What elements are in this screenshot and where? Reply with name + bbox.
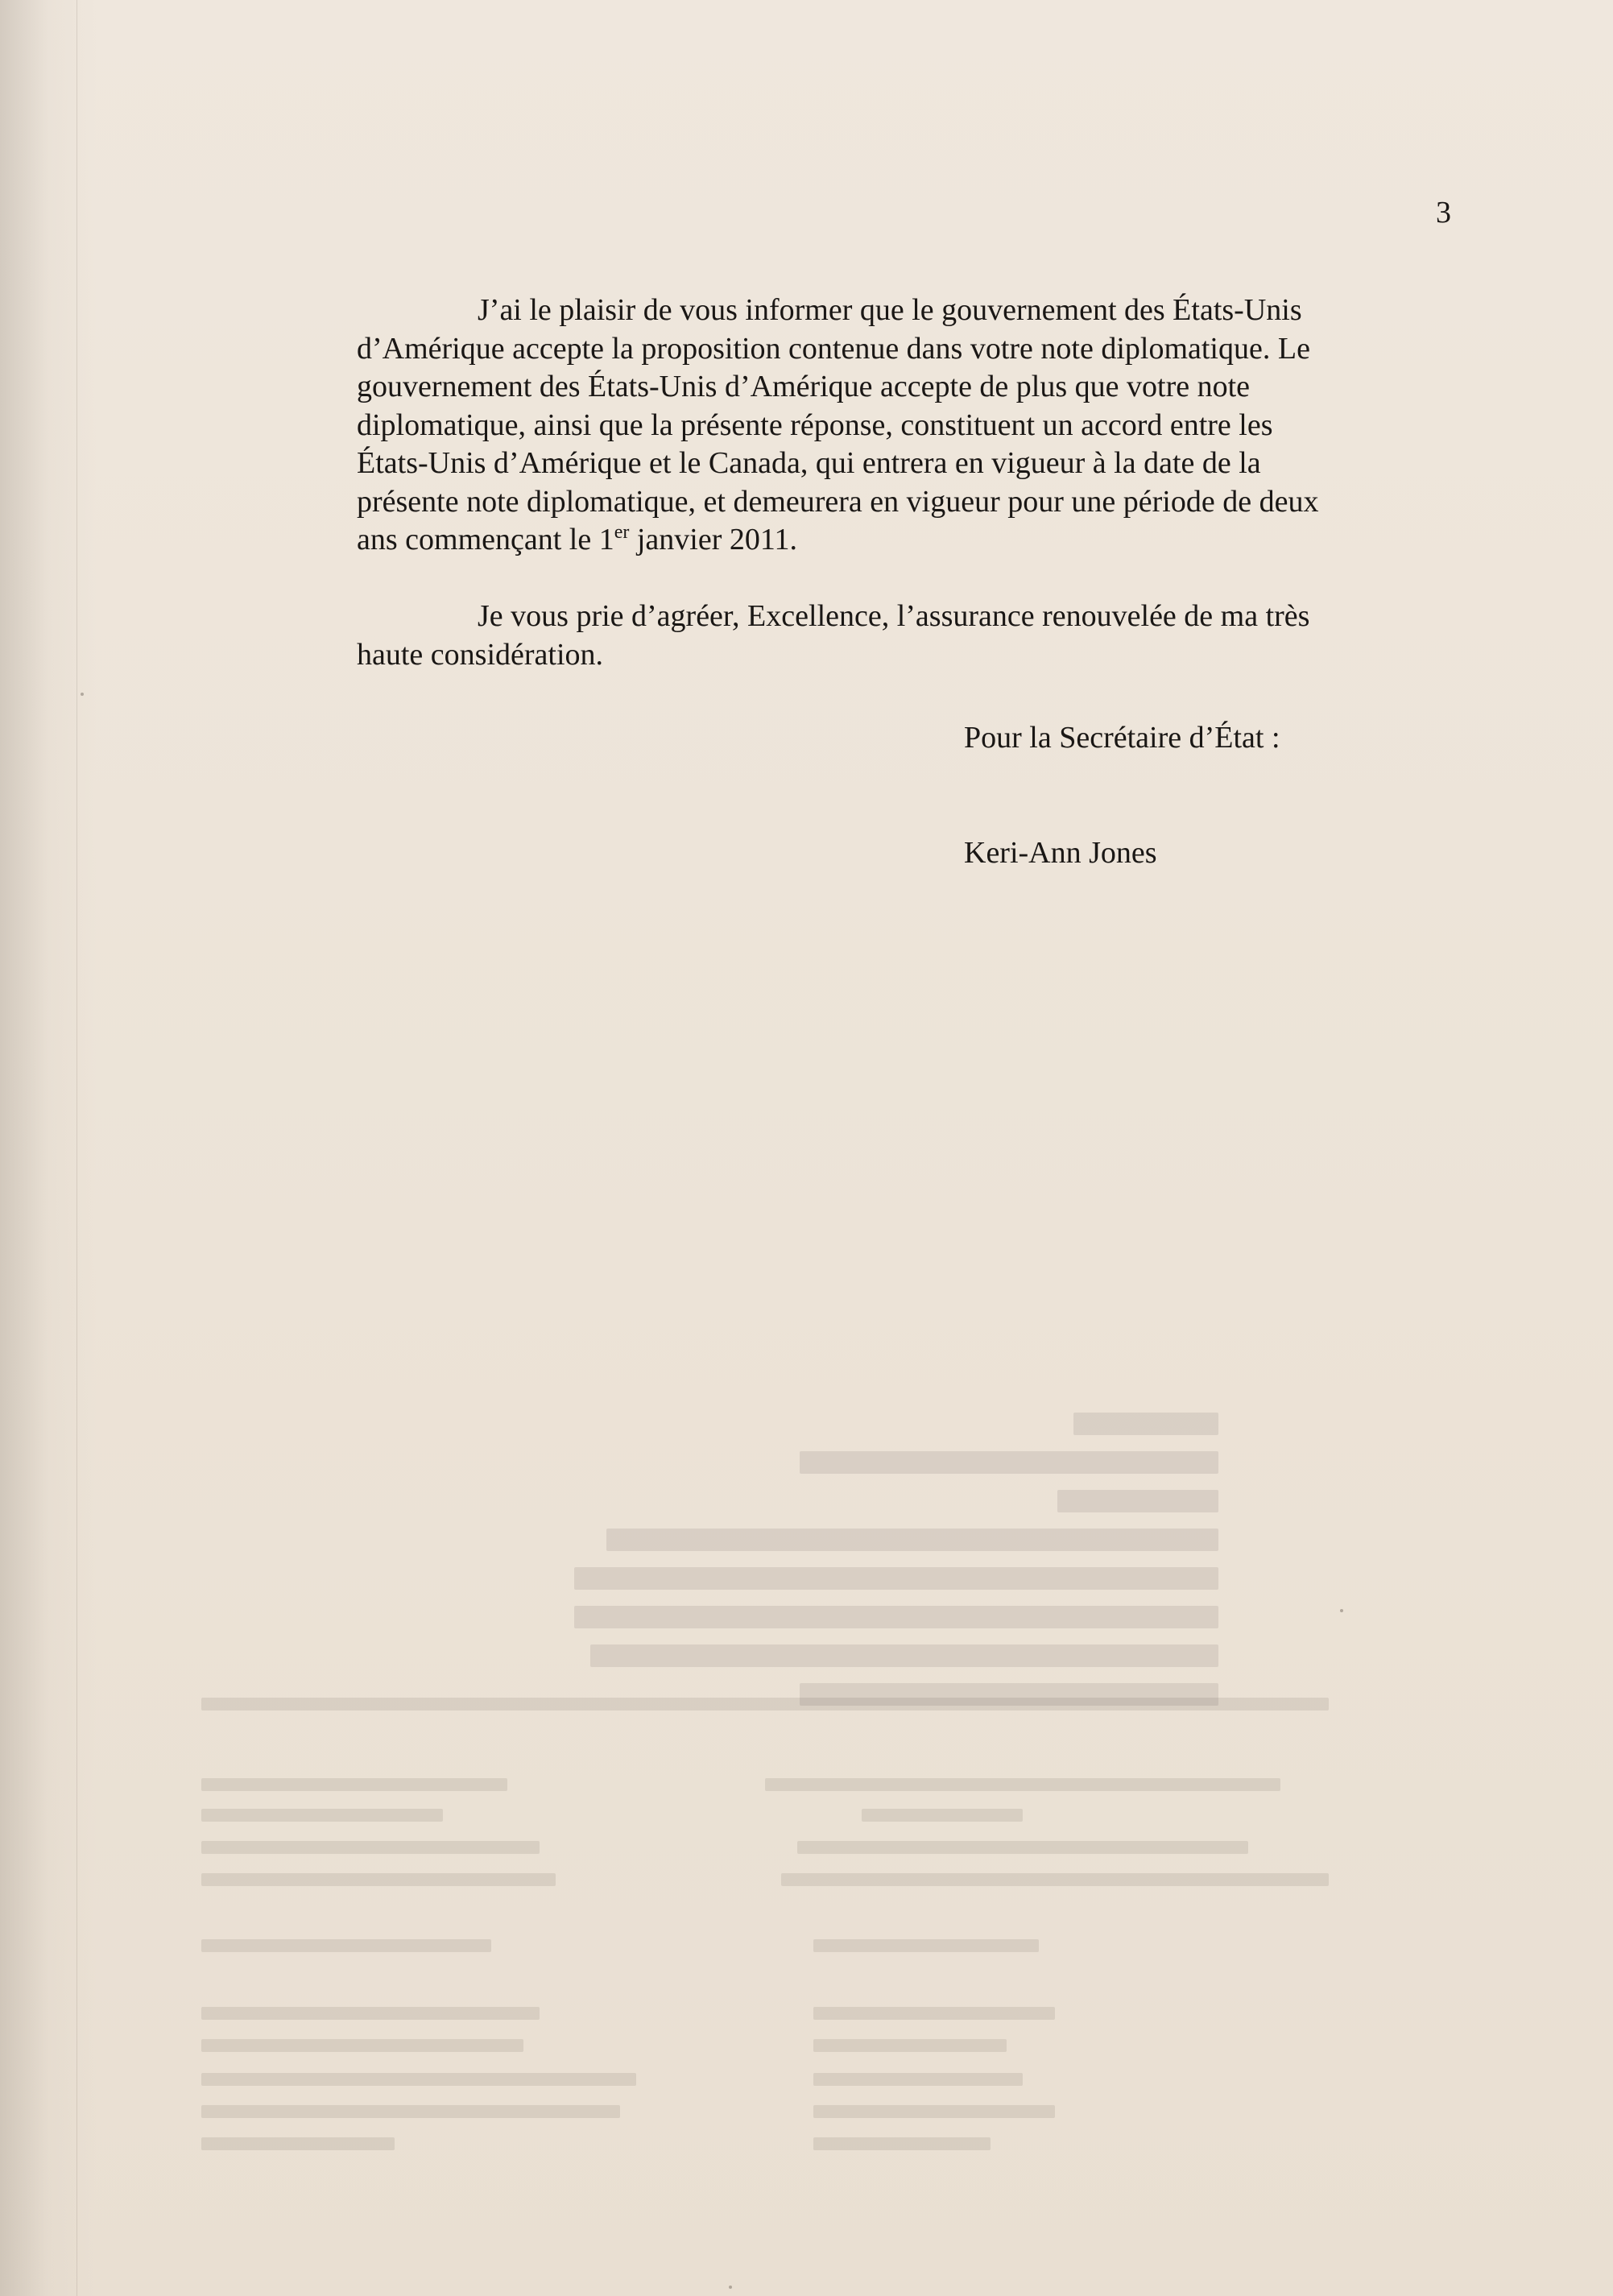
ordinal-superscript: er (614, 522, 630, 543)
bleed-bar (813, 2039, 1007, 2052)
paper-speck (1340, 1609, 1343, 1612)
paragraph-line: États-Unis d’Amérique et le Canada, qui entrera en vigueur à la date de la (357, 446, 1261, 480)
signatory-name: Keri-Ann Jones (964, 836, 1157, 870)
paragraph-acceptance (357, 292, 1424, 560)
paragraph-line: gouvernement des États-Unis d’Amérique accepte de plus que votre note (357, 370, 1251, 403)
bleed-bar (813, 2137, 991, 2150)
paragraph-line: présente note diplomatique, et demeurera en vigueur pour une période de deux (357, 484, 1319, 519)
bleed-bar (1073, 1413, 1218, 1435)
bleed-bar (201, 2007, 540, 2020)
bleed-bar (813, 2007, 1055, 2020)
bleed-bar (201, 2039, 523, 2052)
bleed-bar (765, 1778, 1280, 1791)
bleed-bar (590, 1644, 1218, 1667)
paragraph-line (357, 598, 1424, 636)
paragraph-line-text: janvier 2011. (629, 523, 797, 556)
bleed-bar (574, 1567, 1218, 1590)
bleed-bar (1057, 1490, 1218, 1512)
paragraph-line: haute considération. (357, 637, 604, 672)
bleed-bar (813, 1939, 1039, 1952)
paragraph-line: d’Amérique accepte la proposition contenue dans votre note diplomatique. Le (357, 331, 1310, 366)
bleed-bar (800, 1451, 1218, 1474)
paper-speck (81, 693, 84, 696)
bleed-bar (201, 1698, 1329, 1711)
reverse-side-colophon-bleed (201, 1698, 1345, 2149)
paragraph-line-text: J’ai le plaisir de vous informer que le gouvernement des États-Unis (478, 293, 1302, 327)
bleed-bar (201, 1778, 507, 1791)
page-edge-shadow (0, 0, 97, 2296)
bleed-bar (574, 1606, 1218, 1628)
bleed-bar (800, 1683, 1218, 1706)
bleed-bar (813, 2073, 1023, 2086)
bleed-bar (797, 1841, 1248, 1854)
bleed-bar (201, 2105, 620, 2118)
bleed-bar (201, 2073, 636, 2086)
bleed-bar (606, 1529, 1218, 1551)
bleed-bar (201, 1873, 556, 1886)
bleed-bar (813, 2105, 1055, 2118)
bleed-bar (862, 1809, 1023, 1822)
bleed-bar (201, 1841, 540, 1854)
bleed-bar (201, 2137, 395, 2150)
bleed-bar (201, 1939, 491, 1952)
bleed-bar (201, 1809, 443, 1822)
paragraph-line (357, 521, 1424, 560)
paragraph-line (357, 292, 1424, 330)
paragraph-line-text: Je vous prie d’agréer, Excellence, l’assurance renouvelée de ma très (478, 599, 1310, 633)
paper-speck (729, 2286, 732, 2289)
bleed-bar (781, 1873, 1329, 1886)
paragraph-courtesy (357, 598, 1424, 674)
paragraph-line-text: ans commençant le 1 (357, 523, 614, 556)
page-number: 3 (1436, 196, 1451, 230)
closing-line: Pour la Secrétaire d’État : (964, 721, 1280, 755)
paragraph-line: diplomatique, ainsi que la présente réponse, constituent un accord entre les (357, 407, 1273, 442)
